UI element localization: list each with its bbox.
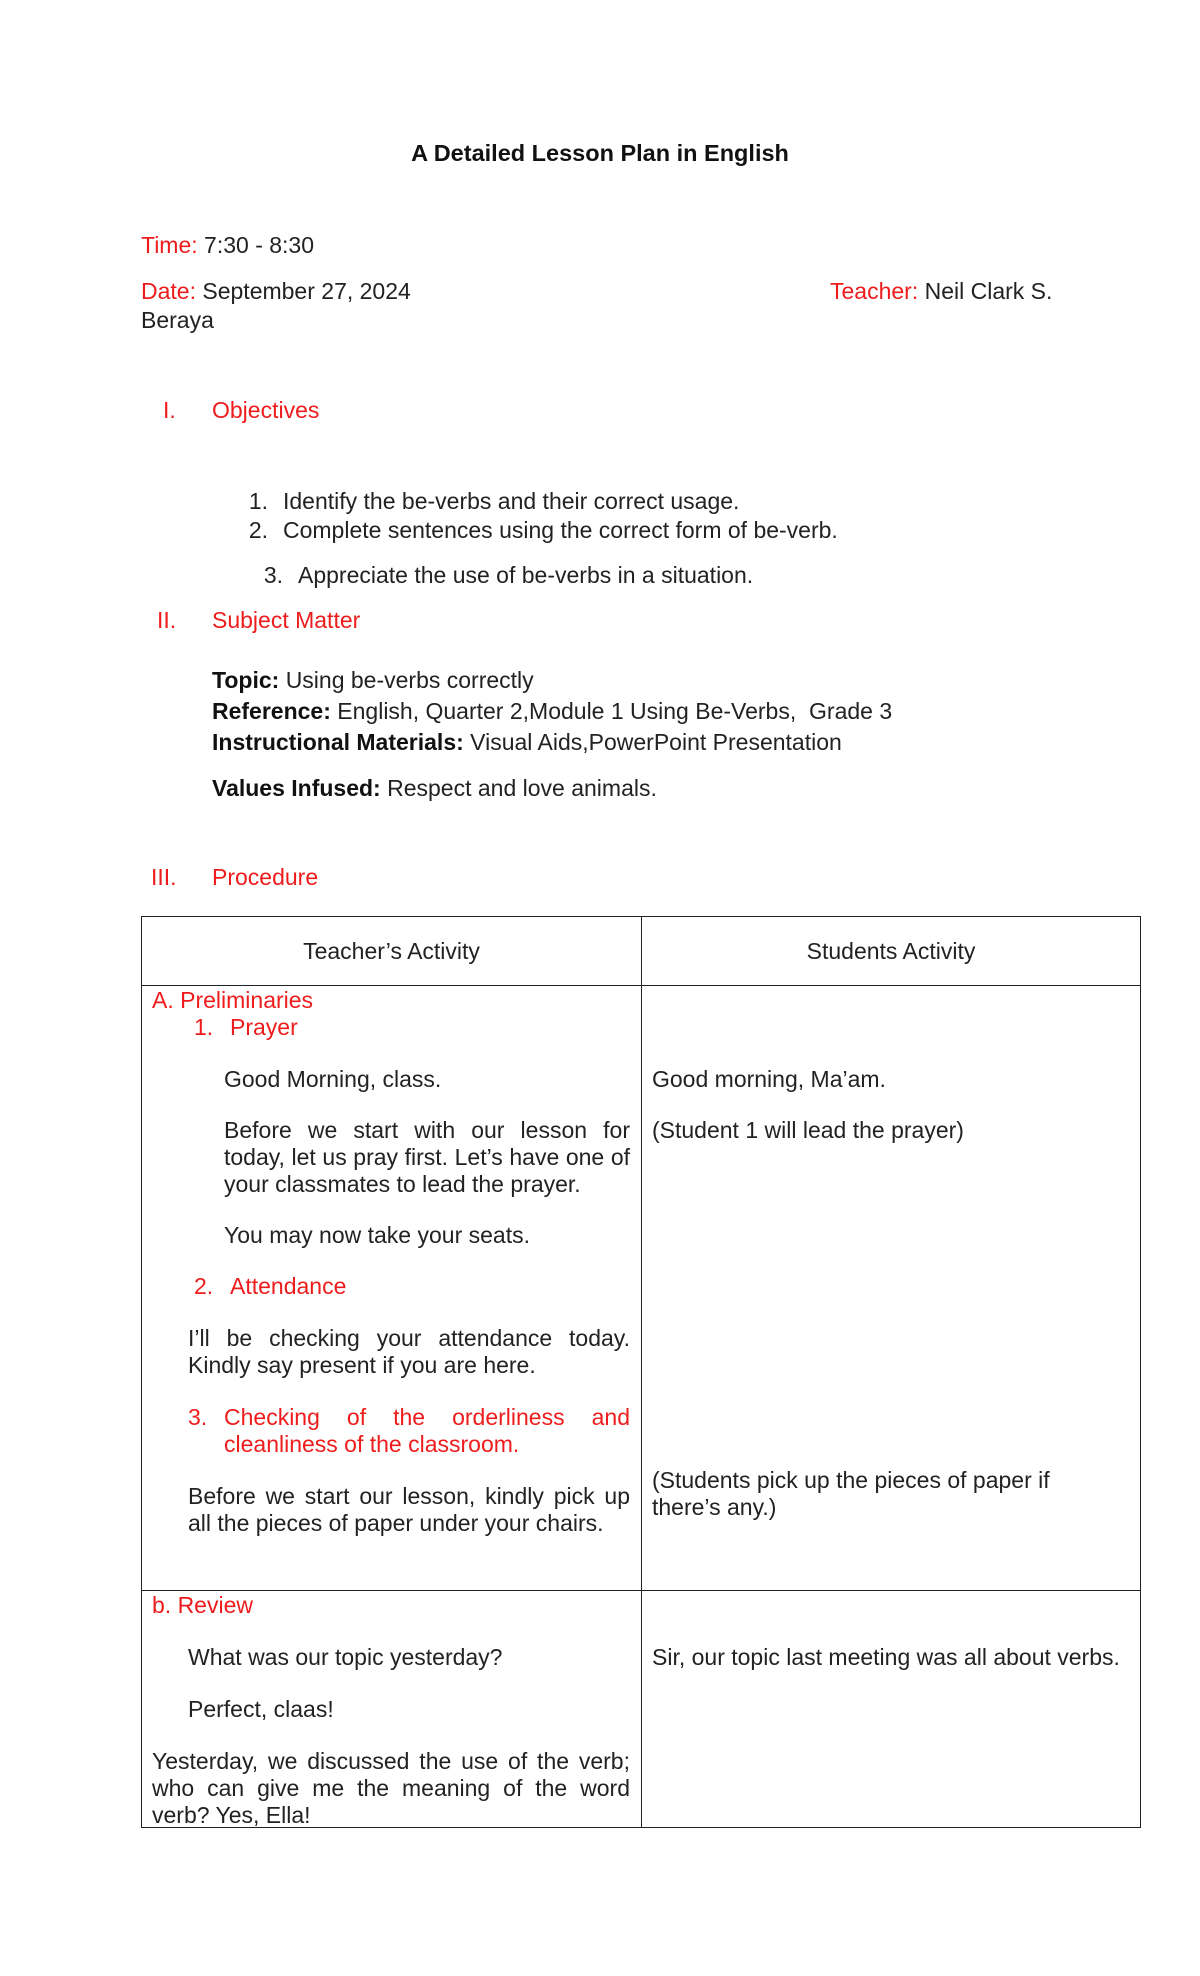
teacher-prayer-instruction: Before we start with our lesson for today, let us pray first. Let’s have one of your classmates to lead the prayer. [224, 1117, 630, 1197]
date-line [141, 278, 411, 305]
student-pickup-response: (Students pick up the pieces of paper if there’s any.) [652, 1467, 1050, 1520]
objective-item: Complete sentences using the correct form of be-verb. [283, 517, 838, 543]
date-label: Date: [141, 278, 196, 304]
procedure-table [141, 916, 1141, 1828]
objectives-heading: Objectives [212, 397, 320, 423]
materials-label: Instructional Materials: [212, 729, 464, 755]
values-line [212, 775, 657, 802]
objective-item: Appreciate the use of be-verbs in a situation. [298, 562, 754, 588]
review-teacher-cell [142, 1591, 642, 1828]
teacher-praise: Perfect, claas! [188, 1696, 334, 1722]
preliminaries-students-cell [642, 986, 1141, 1591]
reference-line [212, 698, 892, 725]
prayer-number: 1. [194, 1014, 214, 1040]
teacher-label: Teacher: [830, 278, 919, 304]
teacher-pickup-instruction: Before we start our lesson, kindly pick up all the pieces of paper under your chairs. [188, 1483, 630, 1536]
student-topic-answer: Sir, our topic last meeting was all about verbs. [652, 1644, 1120, 1670]
checking-heading: Checking of the orderliness and cleanliness of the classroom. [224, 1404, 630, 1457]
header-teacher-activity: Teacher’s Activity [142, 917, 642, 986]
review-heading: b. Review [152, 1592, 253, 1618]
procedure-numeral: III. [151, 864, 177, 890]
checking-number: 3. [188, 1404, 208, 1430]
subject-matter-numeral: II. [157, 607, 177, 633]
teacher-topic-question: What was our topic yesterday? [188, 1644, 503, 1670]
time-label: Time: [141, 232, 198, 258]
objective-item: Identify the be-verbs and their correct usage. [283, 488, 740, 514]
student-greeting: Good morning, Ma’am. [652, 1066, 886, 1092]
student-prayer-response: (Student 1 will lead the prayer) [652, 1117, 964, 1143]
topic-value: Using be-verbs correctly [285, 667, 534, 693]
reference-label: Reference: [212, 698, 331, 724]
preliminaries-heading: A. Preliminaries [152, 987, 314, 1013]
time-value: 7:30 - 8:30 [204, 232, 315, 258]
procedure-heading: Procedure [212, 864, 319, 890]
teacher-seats-instruction: You may now take your seats. [224, 1222, 530, 1248]
page-title: A Detailed Lesson Plan in English [411, 140, 789, 166]
header-students-activity: Students Activity [642, 917, 1141, 986]
topic-label: Topic: [212, 667, 280, 693]
objective-number: 1. [248, 488, 268, 514]
teacher-greeting: Good Morning, class. [224, 1066, 442, 1092]
objectives-numeral: I. [163, 397, 176, 423]
prayer-heading: Prayer [230, 1014, 298, 1040]
subject-matter-heading: Subject Matter [212, 607, 361, 633]
preliminaries-teacher-cell [142, 986, 642, 1591]
values-label: Values Infused: [212, 775, 381, 801]
objective-number: 2. [248, 517, 268, 543]
attendance-heading: Attendance [230, 1273, 347, 1299]
teacher-value: Neil Clark S. [924, 278, 1053, 304]
date-value: September 27, 2024 [202, 278, 411, 304]
objective-number: 3. [263, 562, 283, 588]
reference-value: English, Quarter 2,Module 1 Using Be-Verbs, Grade 3 [337, 698, 893, 724]
materials-value: Visual Aids,PowerPoint Presentation [470, 729, 842, 755]
teacher-value-continued: Beraya [141, 307, 214, 333]
teacher-verb-question: Yesterday, we discussed the use of the verb; who can give me the meaning of the word verb? Yes, Ella! [152, 1748, 630, 1828]
review-students-cell [642, 1591, 1141, 1828]
materials-line [212, 729, 842, 756]
time-line [141, 232, 314, 259]
teacher-line [830, 278, 1052, 305]
teacher-attendance-instruction: I’ll be checking your attendance today. Kindly say present if you are here. [188, 1325, 630, 1378]
values-value: Respect and love animals. [387, 775, 657, 801]
attendance-number: 2. [194, 1273, 214, 1299]
topic-line [212, 667, 534, 694]
